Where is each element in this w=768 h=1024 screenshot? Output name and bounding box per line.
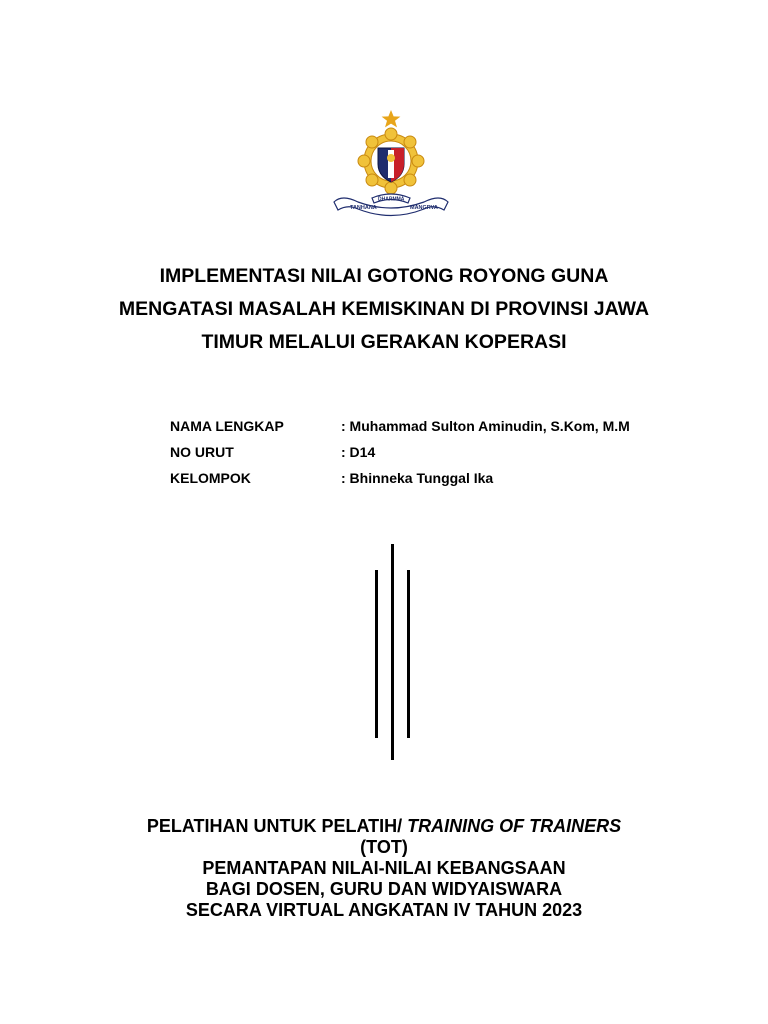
title-line-1: IMPLEMENTASI NILAI GOTONG ROYONG GUNA	[159, 265, 609, 287]
info-value: : D14	[341, 444, 376, 460]
footer-line-1-text: PELATIHAN UNTUK PELATIH/	[146, 816, 408, 836]
footer-line-1	[40, 816, 728, 837]
star-icon	[382, 110, 401, 127]
footer-line-4: BAGI DOSEN, GURU DAN WIDYAISWARA	[205, 879, 563, 899]
info-value: : Bhinneka Tunggal Ika	[341, 470, 494, 486]
center-line	[391, 544, 394, 760]
title-line-2: MENGATASI MASALAH KEMISKINAN DI PROVINSI JAWA	[118, 298, 650, 320]
info-row-number	[170, 439, 630, 465]
info-label: KELOMPOK	[170, 470, 251, 486]
footer-line-5: SECARA VIRTUAL ANGKATAN IV TAHUN 2023	[185, 900, 583, 920]
info-label: NAMA LENGKAP	[170, 418, 284, 434]
right-line	[407, 570, 410, 738]
document-footer	[40, 816, 728, 921]
author-info	[170, 413, 630, 491]
lemhannas-emblem-logo	[328, 106, 454, 220]
decorative-vertical-lines	[368, 540, 418, 764]
ribbon-text-left: TANHANA	[350, 205, 377, 211]
footer-line-3: PEMANTAPAN NILAI-NILAI KEBANGSAAN	[202, 858, 566, 878]
info-row-group	[170, 465, 630, 491]
left-line	[375, 570, 378, 738]
title-line-3: TIMUR MELALUI GERAKAN KOPERASI	[201, 331, 567, 353]
footer-line-1-italic: TRAINING OF TRAINERS	[407, 816, 622, 836]
info-value: : Muhammad Sulton Aminudin, S.Kom, M.M	[341, 418, 630, 434]
info-row-name	[170, 413, 630, 439]
document-title	[40, 260, 728, 359]
footer-line-2: (TOT)	[360, 837, 408, 857]
ribbon-text-right: MANGRVA	[410, 205, 438, 211]
info-label: NO URUT	[170, 444, 234, 460]
ribbon-text-center: DHARMMA	[378, 196, 405, 203]
